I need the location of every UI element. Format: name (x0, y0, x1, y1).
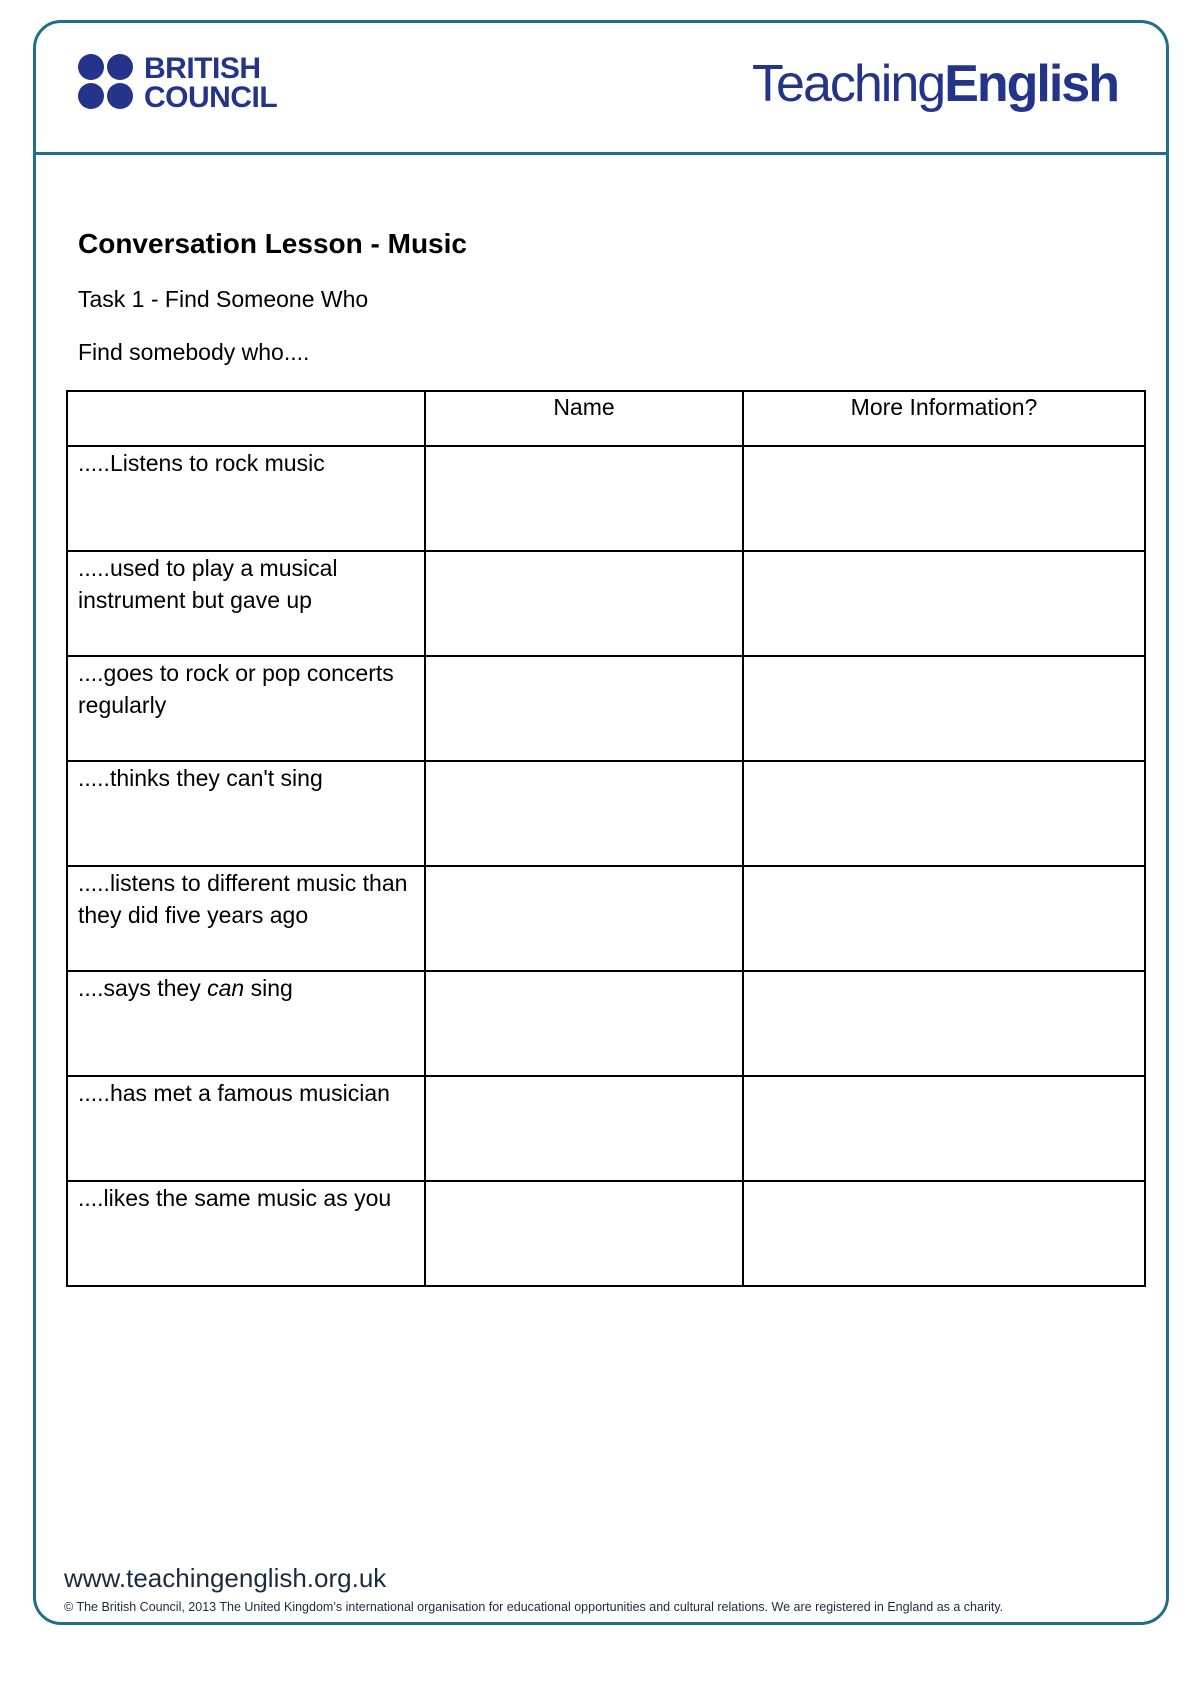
table-row (67, 446, 1145, 551)
table-header-row (67, 391, 1145, 446)
prompt-emphasis: can (207, 975, 245, 1001)
footer-copyright: © The British Council, 2013 The United Kingdom’s international organisation for educational opportunities and cultural relations. We are registered in England as a charity. (64, 1600, 1004, 1614)
british-council-dots-icon (78, 54, 136, 112)
more-info-cell[interactable] (743, 866, 1145, 971)
more-info-cell[interactable] (743, 551, 1145, 656)
more-info-cell[interactable] (743, 971, 1145, 1076)
prompt-cell: ....goes to rock or pop concerts regularly (67, 656, 425, 761)
prompt-cell: .....has met a famous musician (67, 1076, 425, 1181)
name-cell[interactable] (425, 1076, 743, 1181)
footer-website-link[interactable]: www.teachingenglish.org.uk (64, 1563, 387, 1593)
table-row (67, 761, 1145, 866)
british-council-wordmark: BRITISH COUNCIL (144, 52, 278, 114)
header-name: Name (425, 391, 743, 446)
header-more-information: More Information? (743, 391, 1145, 446)
table-row (67, 1181, 1145, 1286)
table-row (67, 971, 1145, 1076)
name-cell[interactable] (425, 866, 743, 971)
prompt-cell: .....used to play a musical instrument but gave up (67, 551, 425, 656)
name-cell[interactable] (425, 761, 743, 866)
table-row (67, 551, 1145, 656)
name-cell[interactable] (425, 1181, 743, 1286)
british-council-logo (78, 54, 278, 114)
table-row (67, 1076, 1145, 1181)
more-info-cell[interactable] (743, 446, 1145, 551)
task-heading: Task 1 - Find Someone Who (78, 286, 369, 312)
name-cell[interactable] (425, 551, 743, 656)
prompt-cell: .....thinks they can't sing (67, 761, 425, 866)
more-info-cell[interactable] (743, 656, 1145, 761)
prompt-cell: ....likes the same music as you (67, 1181, 425, 1286)
find-someone-who-table (66, 390, 1146, 1287)
prompt-text: ....says they (78, 975, 208, 1001)
prompt-cell (67, 971, 425, 1076)
header-divider (33, 152, 1169, 155)
page-title: Conversation Lesson - Music (78, 228, 467, 259)
prompt-cell: .....listens to different music than they did five years ago (67, 866, 425, 971)
intro-text: Find somebody who.... (78, 339, 310, 365)
name-cell[interactable] (425, 446, 743, 551)
more-info-cell[interactable] (743, 1076, 1145, 1181)
table-row (67, 866, 1145, 971)
more-info-cell[interactable] (743, 1181, 1145, 1286)
name-cell[interactable] (425, 971, 743, 1076)
teaching-english-logo: TeachingEnglish (752, 55, 1118, 113)
header-prompt (67, 391, 425, 446)
more-info-cell[interactable] (743, 761, 1145, 866)
prompt-text: sing (244, 975, 293, 1001)
name-cell[interactable] (425, 656, 743, 761)
table-row (67, 656, 1145, 761)
prompt-cell: .....Listens to rock music (67, 446, 425, 551)
